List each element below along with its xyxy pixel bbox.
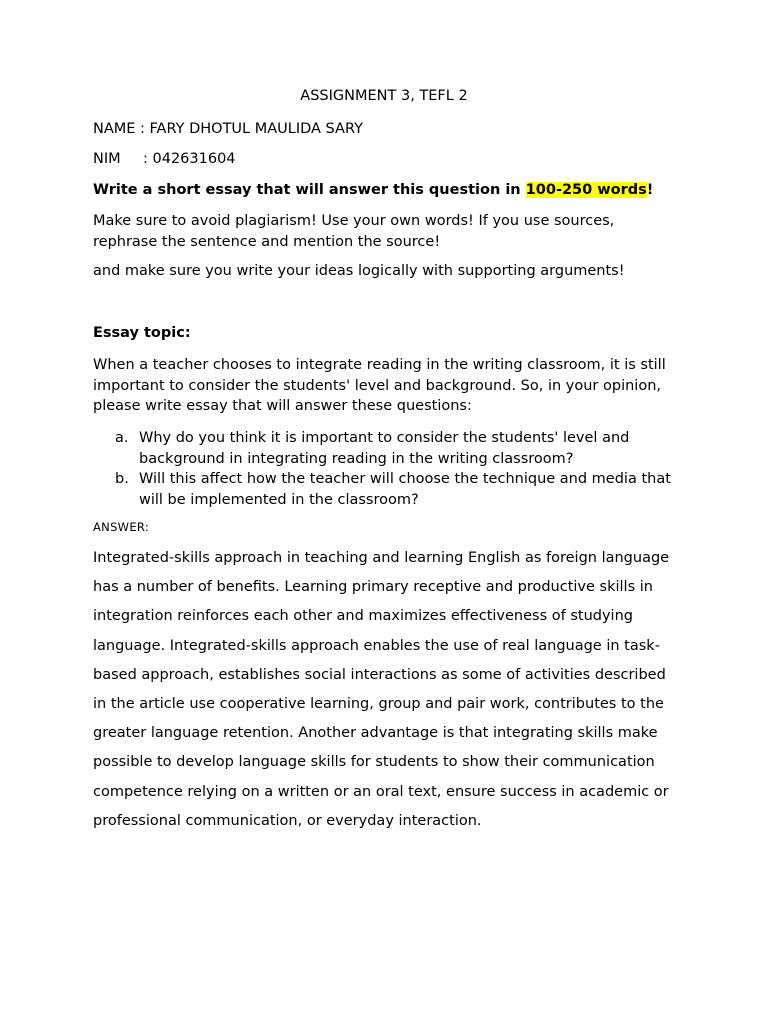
essay-topic-body: When a teacher chooses to integrate reading in the writing classroom, it is still important to consider the students' level and background. So, in your opinion, please write essay that will answer these questions: (93, 357, 666, 414)
list-marker: b. (115, 471, 129, 487)
plagiarism-paragraph: Make sure to avoid plagiarism! Use your own words! If you use sources, rephrase the sentence and mention the source! (93, 213, 615, 250)
answer-heading: ANSWER: (93, 520, 150, 534)
question-text: Will this affect how the teacher will choose the technique and media that will be implemented in the classroom? (139, 471, 671, 508)
list-item (93, 428, 683, 469)
question-text: Why do you think it is important to consider the students' level and background in integrating reading in the writing classroom? (139, 430, 630, 467)
word-count-highlight: 100-250 words (525, 182, 647, 198)
assignment-title: ASSIGNMENT 3, TEFL 2 (300, 88, 468, 104)
question-list (93, 428, 683, 510)
answer-body: Integrated-skills approach in teaching and learning English as foreign language has a number of benefits. Learning primary receptive and productive skills in integration reinforces each other and maximizes effectiveness of studying language. Integrated-skills approach enables the use of real language in task-based approach, establishes social interactions as some of activities described in the article use cooperative learning, group and pair work, contributes to the greater language retention. Another advantage is that integrating skills make possible to develop language skills for students to show their communication competence relying on a written or an oral text, ensure success in academic or professional communication, or everyday interaction. (93, 550, 670, 829)
essay-topic-heading: Essay topic: (93, 325, 191, 341)
student-name: NAME : FARY DHOTUL MAULIDA SARY (93, 121, 363, 137)
student-nim (93, 151, 236, 167)
list-marker: a. (115, 430, 129, 446)
instruction-prefix: Write a short essay that will answer this question in (93, 182, 526, 198)
instruction (93, 182, 653, 198)
nim-value: : 042631604 (143, 151, 236, 167)
nim-label: NIM (93, 151, 121, 167)
logic-paragraph: and make sure you write your ideas logically with supporting arguments! (93, 263, 625, 279)
list-item (93, 469, 683, 510)
instruction-suffix: ! (646, 182, 654, 198)
